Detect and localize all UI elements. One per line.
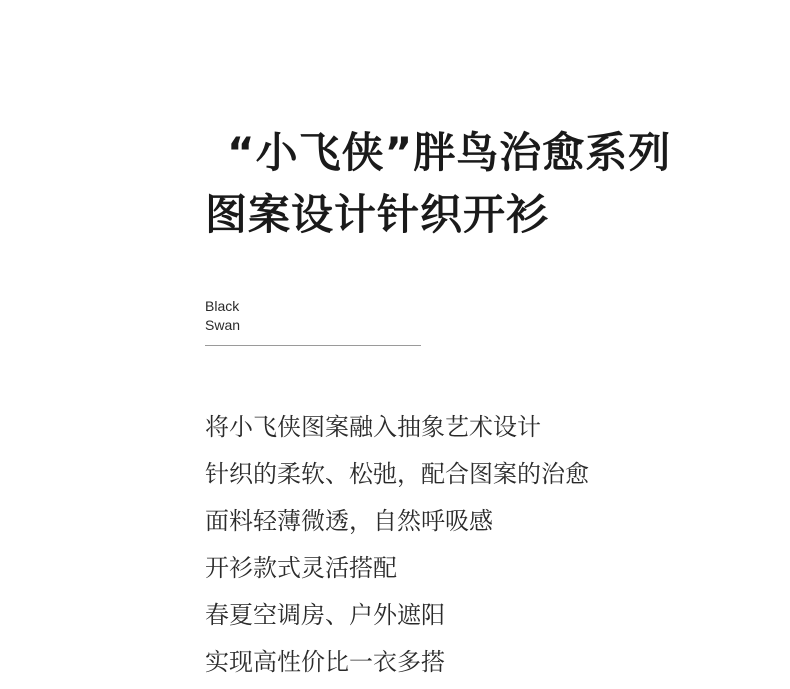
feature-item: 针织的柔软、松弛，配合图案的治愈 — [205, 460, 589, 488]
brand-name-line-1: Black — [205, 298, 240, 314]
feature-item: 春夏空调房、户外遮阳 — [205, 601, 445, 629]
brand-divider — [205, 345, 421, 346]
brand-block — [205, 297, 421, 335]
brand-name-line-2: Swan — [205, 317, 241, 333]
product-title — [205, 122, 765, 246]
title-line-1: “小飞侠”胖鸟治愈系列 — [227, 128, 672, 177]
feature-item: 将小飞侠图案融入抽象艺术设计 — [205, 413, 541, 441]
feature-item: 实现高性价比一衣多搭 — [205, 648, 445, 676]
title-line-2: 图案设计针织开衫 — [205, 190, 550, 239]
feature-list — [205, 404, 765, 686]
feature-item: 开衫款式灵活搭配 — [205, 554, 397, 582]
feature-item: 面料轻薄微透，自然呼吸感 — [205, 507, 493, 535]
